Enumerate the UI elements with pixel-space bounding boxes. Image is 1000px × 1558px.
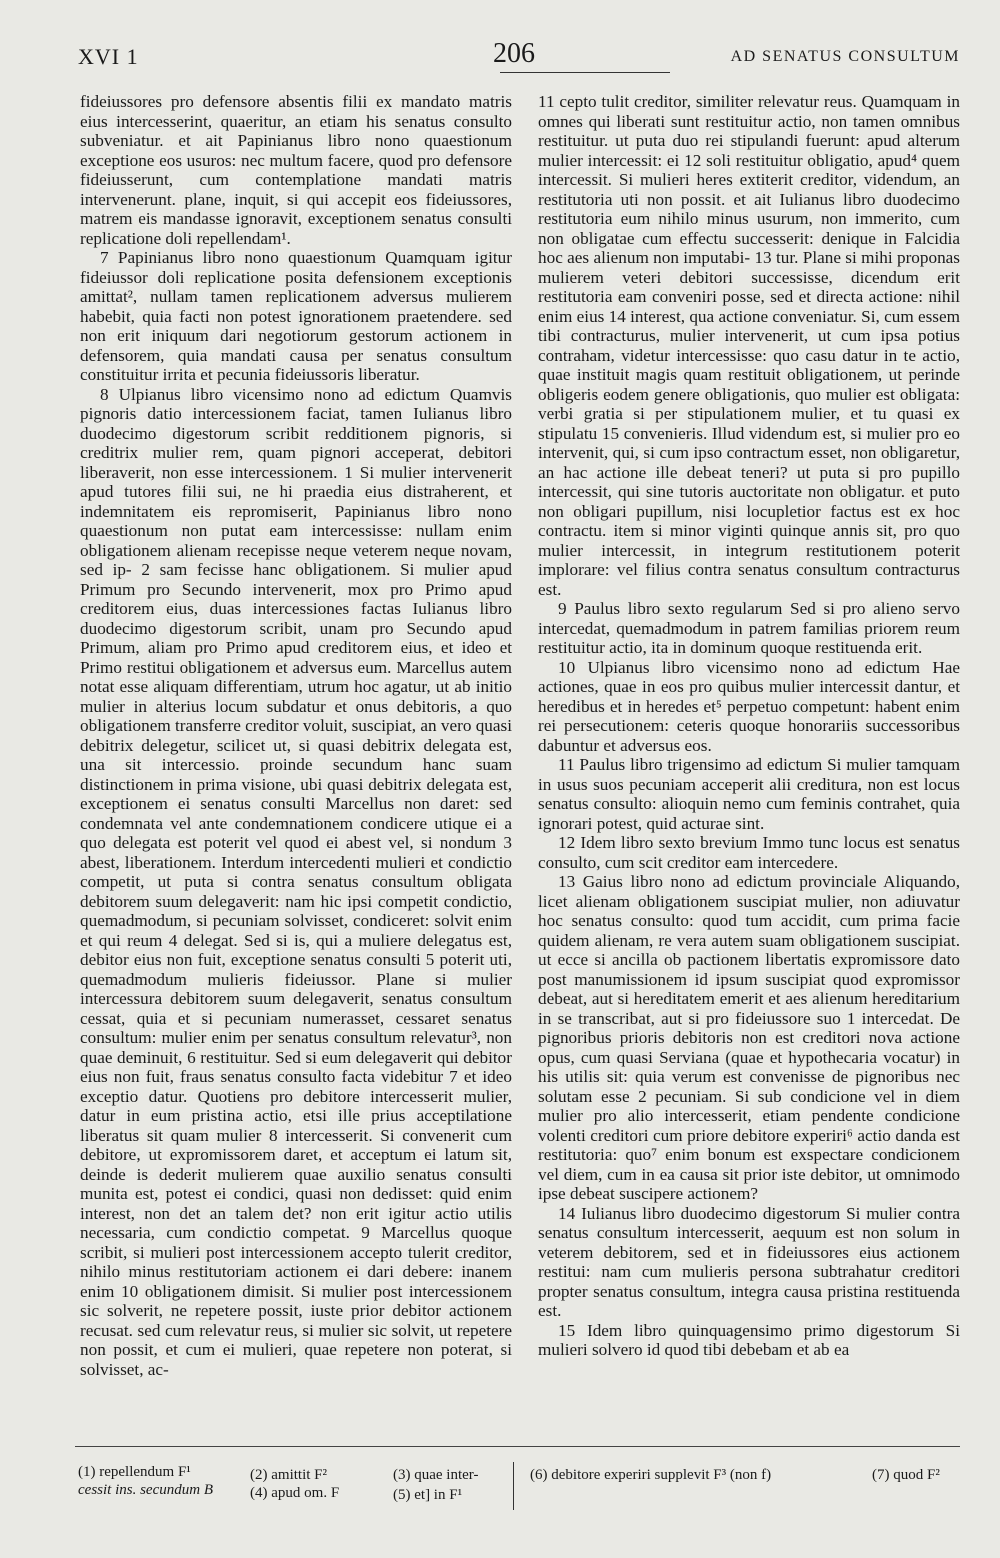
footnote-divider	[513, 1462, 514, 1510]
footnote-rule	[75, 1446, 960, 1447]
footnote-1: (1) repellendum F¹	[78, 1464, 191, 1480]
right-paragraph-3: 10 Ulpianus libro vicensimo nono ad edictum Hae actiones, quae in eos pro quibus mulier intercessit dantur, et heredibus et in heredes et⁵ perpetuo competunt: habent enim rei persecutionem: ceteris quoque honorariis successoribus dabuntur et adversus eos.	[538, 657, 960, 755]
right-paragraph-4: 11 Paulus libro trigensimo ad edictum Si mulier tamquam in usus suos pecuniam acceperit alii creditura, non est locus senatus consulto: alioquin nemo cum feminis contrahet, quia ignorari potest, quid acturae sint.	[538, 755, 960, 833]
running-title: AD SENATUS CONSULTUM	[730, 48, 960, 65]
left-column	[80, 92, 512, 1379]
footnote-3: (3) quae inter-	[393, 1467, 479, 1483]
page-number: 206	[493, 38, 535, 69]
right-paragraph-5: 12 Idem libro sexto brevium Immo tunc locus est senatus consulto, cum scit creditor eam intercedere.	[538, 833, 960, 872]
footnote-2: (2) amittit F²	[250, 1467, 327, 1483]
right-paragraph-7: 14 Iulianus libro duodecimo digestorum Si mulier contra senatus consultum intercesserit, aequum est non solum in veterem debitorem, sed et in fideiussores eius actionem restitui: nam cum mulieris persona subtrahatur creditori propter senatus consultum, integra causa pristina restituenda est.	[538, 1203, 960, 1320]
right-paragraph-1: 11 cepto tulit creditor, similiter relevatur reus. Quamquam in omnes qui liberati sunt restituitur actio, non tamen omnibus restituitur. ut puta duo rei stipulandi fuerunt: apud alterum mulier intercessit: ei 12 soli restituitur obligatio, apud⁴ quem intercessit. Si mulieri heres extiterit creditor, videndum, an restitutoria uti non possit. et ait Iulianus libro duodecimo restitutoria eum nihilo minus usurum, non immerito, cum non obligatae cum effectu successerit: denique in Falcidia hoc aes alienum non imputabi- 13 tur. Plane si mihi proponas mulierem veteri debitori successisse, dicendum erit restitutoria eam conveniri posse, sed et directa actione: nihil enim eius 14 interest, qua actione conveniatur. Si, cum essem tibi contracturus, mulier intervenerit, ut cum ipsa potius contraham, videtur intercessisse: quo casu datur in te actio, quae instituit magis quam restituit obligationem, ut perinde obligeris eodem genere obligationis, quo mulier est obligata: verbi gratia si per stipulationem mulier, et tu quasi ex stipulatu 15 convenieris. Illud videndum est, si mulier pro eo intervenit, qui, si cum ipso contractum esset, non obligaretur, an hac actione ille debeat teneri? ut puta si pro pupillo intercessit, qui sine tutoris auctoritate non obligatur. et puto non obligari pupillum, nisi locupletior factus est ex hoc contractu. item si minor viginti quinque annis sit, pro quo mulier intercessit, in integrum restitutionem poterit implorare: vel filius contra senatus consultum contracturus est.	[538, 92, 960, 599]
left-paragraph-1: fideiussores pro defensore absentis filii ex mandato matris eius intercesserint, quaeritur, an etiam his senatus consulto subveniatur. et ait Papinianus libro nono quaestionum exceptione eos usuros: nec multum facere, quod pro defensore fideiusserunt, cum contemplatione mandati matris intervenerunt. plane, inquit, si qui accepit eos fideiussores, matrem eis mandasse ignoravit, exceptionem senatus consulti replicatione doli repellendam¹.	[80, 92, 512, 248]
left-paragraph-3: 8 Ulpianus libro vicensimo nono ad edictum Quamvis pignoris datio intercessionem faciat, tamen Iulianus libro duodecimo digestorum scribit redditionem pignoris, si creditrix mulier rem, quam pignori acceperat, debitori liberaverit, non esse intercessionem. 1 Si mulier intervenerit apud tutores filii sui, ne hi praedia eius distraherent, et indemnitatem eis repromiserit, Papinianus libro nono quaestionum non putat eam intercessisse: nullam enim obligationem alienam recepisse neque veterem neque novam, sed ip- 2 sam fecisse hanc obligationem. Si mulier apud Primum pro Secundo intervenerit, mox pro Primo apud creditorem eius, duas intercessiones factas Iulianus libro duodecimo digestorum scribit, unam pro Secundo apud Primum, aliam pro Primo apud creditorem eius, et ideo et Primo restitui obligationem et adversus eum. Marcellus autem notat esse aliquam differentiam, utrum hoc agatur, ut ab initio mulier in alterius locum subdatur et onus debitoris, a quo obligationem transferre creditor voluit, suscipiat, an vero quasi debitrix delegetur, scilicet ut, si quasi debitrix delegata est, una sit intercessio. proinde secundum hanc suam distinctionem in prima visione, ubi quasi debitrix delegata est, exceptionem ei senatus consulti Marcellus non daret: sed condemnata vel ante condemnationem condicere utique ei a quo delegata est poterit vel quod ei abest vel, si nondum 3 abest, liberationem. Interdum intercedenti mulieri et condictio competit, ut puta si contra senatus consultum obligata debitorem suum delegaverit: nam hic ipsi competit condictio, quemadmodum, si pecuniam solvisset, condiceret: solvit enim et qui reum 4 delegat. Sed si is, qui a muliere delegatus est, debitor eius non fuit, exceptione senatus consulti 5 poterit uti, quemadmodum mulieris fideiussor. Plane si mulier intercessura debitorem suum delegaverit, senatus consultum cessat, quia et si pecuniam numerasset, cessaret senatus consultum: mulier enim per senatus consultum relevatur³, non quae deminuit, 6 restituitur. Sed si eum delegaverit qui debitor eius non fuit, fraus senatus consulto facta videbitur 7 et ideo exceptio datur. Quotiens pro debitore intercesserit mulier, datur in eum pristina actio, etsi ille prius acceptilatione liberatus sit quam mulier 8 intercesserit. Si convenerit cum debitore, ut expromissorem daret, et acceptum ei latum sit, deinde is dederit mulierem quae auxilio senatus consulti munita est, potest ei condici, quasi non dedisset: quid enim interest, non det an talem det? non erit igitur actio utilis necessaria, cum condictio competat. 9 Marcellus quoque scribit, si mulieri post intercessionem accepto tulerit creditor, nihilo minus restitutoriam actionem ei dari debere: inanem enim 10 obligationem dimisit. Si mulier post intercessionem sic solverit, ne repetere possit, iuste prior debitor actionem recusat. sed cum relevatur reus, si mulier sic solvit, ut repetere non possit, et cum ei mulieri, quae repetere non poterat, si solvisset, ac-	[80, 384, 512, 1379]
running-header	[68, 38, 960, 78]
right-paragraph-6: 13 Gaius libro nono ad edictum provinciale Aliquando, licet alienam obligationem suscipiat mulier, non adiuvatur hoc senatus consulto: quod tum accidit, cum prima facie quidem alienam, re vera autem suam obligationem suscipiat. ut ecce si ancilla ob pactionem libertatis expromissore dato post manumissionem id ipsum suscipiat quod expromissor debeat, aut si hereditatem emerit et aes alienum hereditarium in se transcribat, aut si pro fideiussore suo 1 intercedat. De pignoribus prioris debitoris non est creditori nova actione opus, cum quasi Serviana (quae et hypothecaria vocatur) in his utilis sit: quia verum est convenisse de pignoribus nec solutam esse 2 pecuniam. Si sub condicione vel in diem mulier pro alio intercesserit, etiam pendente condicione volenti creditori cum priore debitore experiri⁶ actio danda est restitutoria: quo⁷ enim bonum est exspectare condicionem vel diem, cum in ea causa sit prior iste debitor, ut omnimodo ipse debeat suscipere actionem?	[538, 872, 960, 1203]
right-paragraph-8: 15 Idem libro quinquagensimo primo digestorum Si mulieri solvero id quod tibi debebam et ab ea	[538, 1320, 960, 1359]
page-number-rule	[500, 72, 670, 73]
footnote-1-continued: cessit ins. secundum B	[78, 1482, 213, 1498]
right-paragraph-2: 9 Paulus libro sexto regularum Sed si pro alieno servo intercedat, quemadmodum in patrem familias priorem reum restituitur actio, ita in dominum quoque restituenda erit.	[538, 599, 960, 657]
section-reference: XVI 1	[78, 44, 139, 69]
footnote-6: (6) debitore experiri supplevit F³ (non f)	[530, 1467, 772, 1483]
footnote-4: (4) apud om. F	[250, 1485, 340, 1501]
footnote-7: (7) quod F²	[872, 1467, 940, 1483]
footnote-5: (5) et] in F¹	[393, 1487, 463, 1503]
left-paragraph-2: 7 Papinianus libro nono quaestionum Quamquam igitur fideiussor doli replicatione posita defensionem exceptionis amittat², nullam tamen replicationem adversus mulierem habebit, quia facti non potest ignorationem praetendere. sed non erit iniquum dari negotiorum gestorum actionem in defensorem, quia mandati causa per senatus consultum constituitur irrita et pecunia fideiussoris liberatur.	[80, 248, 512, 384]
right-column	[538, 92, 960, 1360]
